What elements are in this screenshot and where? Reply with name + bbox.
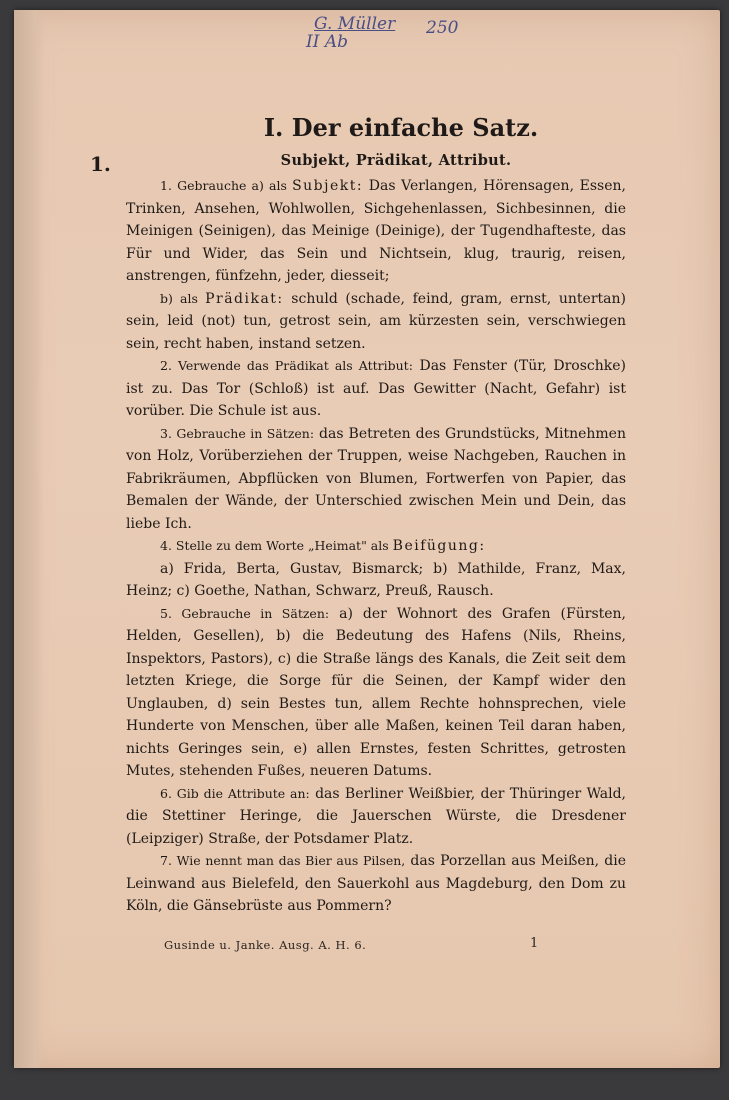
handwritten-code: II Ab	[306, 32, 348, 52]
exercise-3: 3. Gebrauche in Sätzen: das Betreten des Grundstücks, Mitnehmen von Holz, Vorüberziehen der Truppen, weise Nachgeben, Rauchen in Fabrikräumen, Abpflücken von Blumen, Fortwerfen von Papier, das Bemalen der Wände, der Unterschied zwischen Mein und Dein, das liebe Ich.	[126, 425, 626, 532]
footer-imprint: Gusinde u. Janke. Ausg. A. H. 6.	[164, 938, 367, 952]
page-content	[126, 110, 626, 918]
handwritten-number: 250	[426, 18, 459, 38]
exercise-list	[126, 175, 626, 918]
document-page	[14, 10, 720, 1068]
exercise-6: 6. Gib die Attribute an: das Berliner Weißbier, der Thüringer Wald, die Stettiner Heringe, die Jauerschen Würste, die Dresdener (Leipziger) Straße, der Potsdamer Platz.	[126, 785, 626, 847]
page-binding	[14, 10, 44, 1068]
exercise-2: 2. Verwende das Prädikat als Attribut: Das Fenster (Tür, Droschke) ist zu. Das Tor (Schloß) ist auf. Das Gewitter (Nacht, Gefahr) ist vorüber. Die Schule ist aus.	[126, 358, 626, 419]
exercise-4-items: a) Frida, Berta, Gustav, Bismarck; b) Mathilde, Franz, Max, Heinz; c) Goethe, Nathan, Schwarz, Preuß, Rausch.	[126, 560, 626, 599]
page-subtitle: Subjekt, Prädikat, Attribut.	[280, 152, 512, 169]
page-number: 1	[530, 936, 539, 951]
exercise-4: 4. Stelle zu dem Worte „Heimat" als Beifügung:	[160, 538, 486, 554]
page-footer	[164, 938, 544, 952]
exercise-5: 5. Gebrauche in Sätzen: a) der Wohnort des Grafen (Fürsten, Helden, Gesellen), b) die Bedeutung des Hafens (Nils, Rheins, Inspektors, Pastors), c) die Straße längs des Kanals, die Zeit seit dem letzten Kriege, die Sorge für die Seinen, der Kampf wider den Unglauben, d) sein Bestes tun, allem Rechte hohnsprechen, viele Hunderte von Menschen, über alle Maßen, keinen Teil daran haben, nichts Geringes sein, e) allen Ernstes, festen Schrittes, getrosten Mutes, stehenden Fußes, neueren Datums.	[126, 605, 627, 779]
exercise-1b: b) als Prädikat: schuld (schade, feind, gram, ernst, untertan) sein, leid (not) tun, getrost sein, am kürzesten sein, verschwiegen sein, recht haben, instand setzen.	[126, 290, 626, 352]
page-title: I. Der einfache Satz.	[263, 113, 539, 142]
exercise-7: 7. Wie nennt man das Bier aus Pilsen, das Porzellan aus Meißen, die Leinwand aus Bielefeld, den Sauerkohl aus Magdeburg, den Dom zu Köln, die Gänsebrüste aus Pommern?	[126, 853, 626, 914]
handwritten-name: G. Müller	[314, 14, 396, 34]
section-number: 1.	[90, 152, 111, 176]
exercise-1a: 1. Gebrauche a) als Subjekt: Das Verlangen, Hörensagen, Essen, Trinken, Ansehen, Wohlwollen, Sichgehenlassen, Sichbesinnen, die Meinigen (Seinigen), das Meinige (Deinige), der Tugendhafteste, das Für und Wider, das Sein und Nichtsein, klug, traurig, reisen, anstrengen, fünfzehn, jeder, diesseit;	[126, 178, 626, 284]
